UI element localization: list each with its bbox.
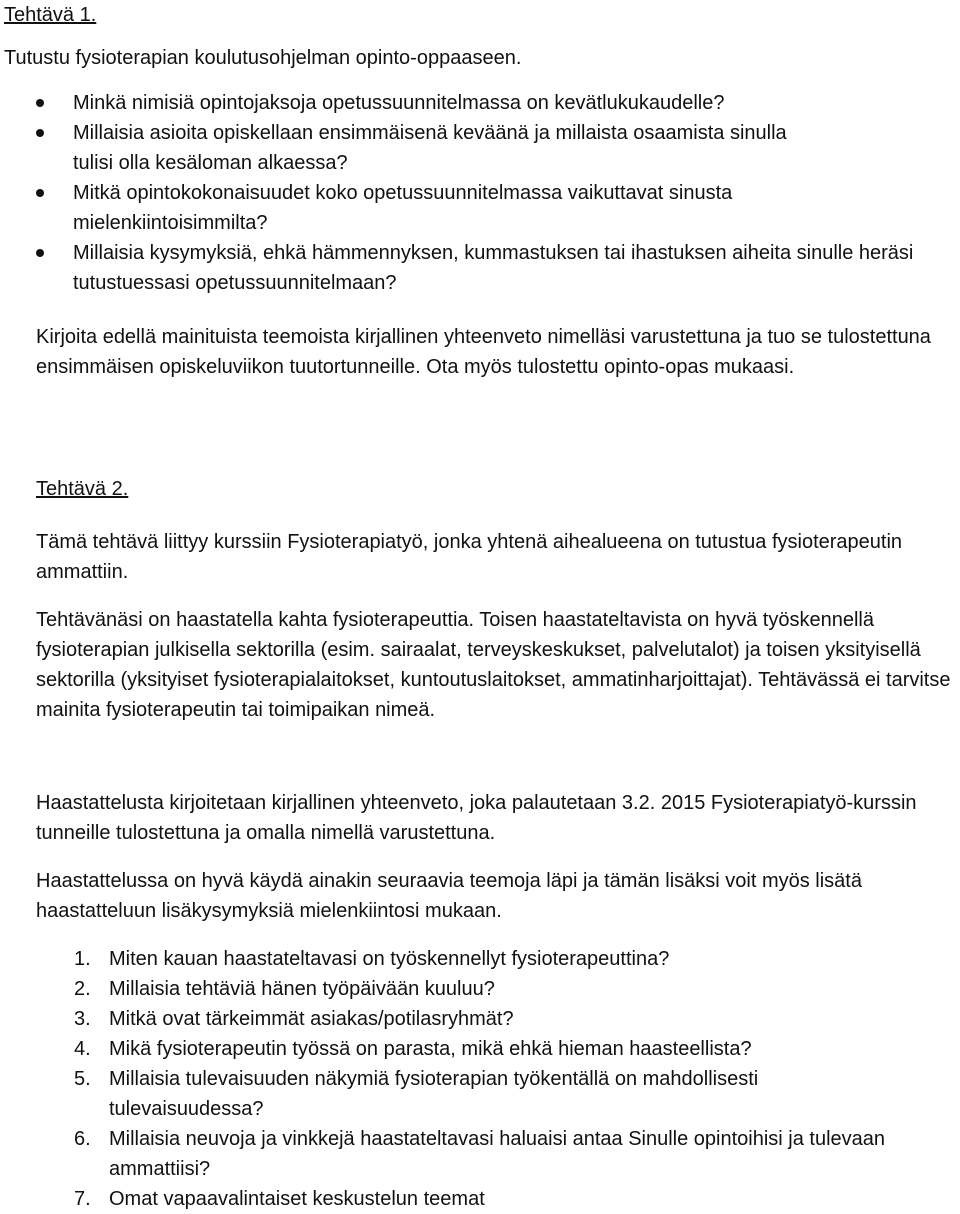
list-item (0, 1124, 960, 1184)
list-number: 1. (74, 948, 91, 970)
list-item (0, 178, 960, 238)
list-item-text: Minkä nimisiä opintojaksoja opetussuunnitelmassa on kevätlukukaudelle? (73, 92, 725, 114)
list-item (0, 88, 960, 118)
list-item (0, 974, 960, 1004)
bullet-icon (36, 99, 44, 107)
bullet-icon (36, 249, 44, 257)
list-number: 6. (74, 1128, 91, 1150)
list-item (0, 238, 960, 298)
list-item (0, 1184, 960, 1214)
task2-paragraph-1: Tämä tehtävä liittyy kurssiin Fysioterapiatyö, jonka yhtenä aihealueena on tutustua fysioterapeutin ammattiin. (36, 531, 903, 583)
list-item-text: Mitkä ovat tärkeimmät asiakas/potilasryhmät? (109, 1008, 514, 1030)
list-item-text: Omat vapaavalintaiset keskustelun teemat (109, 1188, 485, 1210)
list-number: 2. (74, 978, 91, 1000)
task1-intro: Tutustu fysioterapian koulutusohjelman opinto-oppaaseen. (4, 47, 522, 69)
list-item (0, 118, 960, 178)
task2-paragraph-3: Haastattelusta kirjoitetaan kirjallinen yhteenveto, joka palautetaan 3.2. 2015 Fysioterapiatyö-kurssin tunneille tulostettuna ja omalla nimellä varustettuna. (36, 792, 917, 844)
list-number: 5. (74, 1068, 91, 1090)
list-item-text: Millaisia kysymyksiä, ehkä hämmennyksen, kummastuksen tai ihastuksen aiheita sinulle heräsi tutustuessasi opetussuunnitelmaan? (73, 242, 914, 294)
task2-heading: Tehtävä 2. (36, 478, 129, 500)
list-item-text: Millaisia neuvoja ja vinkkejä haastateltavasi haluaisi antaa Sinulle opintoihisi ja tulevaan ammattiisi? (109, 1128, 886, 1180)
list-item-text: Mikä fysioterapeutin työssä on parasta, mikä ehkä hieman haasteellista? (109, 1038, 752, 1060)
interview-question-list (0, 944, 960, 1214)
bullet-icon (36, 189, 44, 197)
list-item-text: Millaisia asioita opiskellaan ensimmäisenä keväänä ja millaista osaamista sinulla tulisi olla kesäloman alkaessa? (73, 122, 787, 174)
list-item (0, 1004, 960, 1034)
list-item-text: Mitkä opintokokonaisuudet koko opetussuunnitelmassa vaikuttavat sinusta mielenkiintoisimmilta? (73, 182, 733, 234)
list-item (0, 1034, 960, 1064)
task2-paragraph-2: Tehtävänäsi on haastatella kahta fysioterapeuttia. Toisen haastateltavista on hyvä työskennellä fysioterapian julkisella sektorilla (esim. sairaalat, terveyskeskukset, palvelutalot) ja toisen yksityisellä sektorilla (yksityiset fysioterapialaitokset, kuntoutuslaitokset, ammatinharjoittajat). Tehtävässä ei tarvitse mainita fysioterapeutin tai toimipaikan nimeä. (36, 609, 951, 721)
list-number: 4. (74, 1038, 91, 1060)
task1-question-list (0, 88, 960, 298)
list-item-text: Millaisia tulevaisuuden näkymiä fysioterapian työkentällä on mahdollisesti tulevaisuudessa? (109, 1068, 759, 1120)
task1-heading: Tehtävä 1. (4, 4, 97, 26)
list-item (0, 944, 960, 974)
task1-summary: Kirjoita edellä mainituista teemoista kirjallinen yhteenveto nimelläsi varustettuna ja tuo se tulostettuna ensimmäisen opiskeluviikon tuutortunneille. Ota myös tulostettu opinto-opas mukaasi. (36, 326, 931, 378)
list-item-text: Millaisia tehtäviä hänen työpäivään kuuluu? (109, 978, 495, 1000)
list-number: 7. (74, 1188, 91, 1210)
list-item-text: Miten kauan haastateltavasi on työskennellyt fysioterapeuttina? (109, 948, 670, 970)
list-item (0, 1064, 960, 1124)
task2-paragraph-4: Haastattelussa on hyvä käydä ainakin seuraavia teemoja läpi ja tämän lisäksi voit myös lisätä haastatteluun lisäkysymyksiä mielenkiintosi mukaan. (36, 870, 862, 922)
list-number: 3. (74, 1008, 91, 1030)
bullet-icon (36, 129, 44, 137)
